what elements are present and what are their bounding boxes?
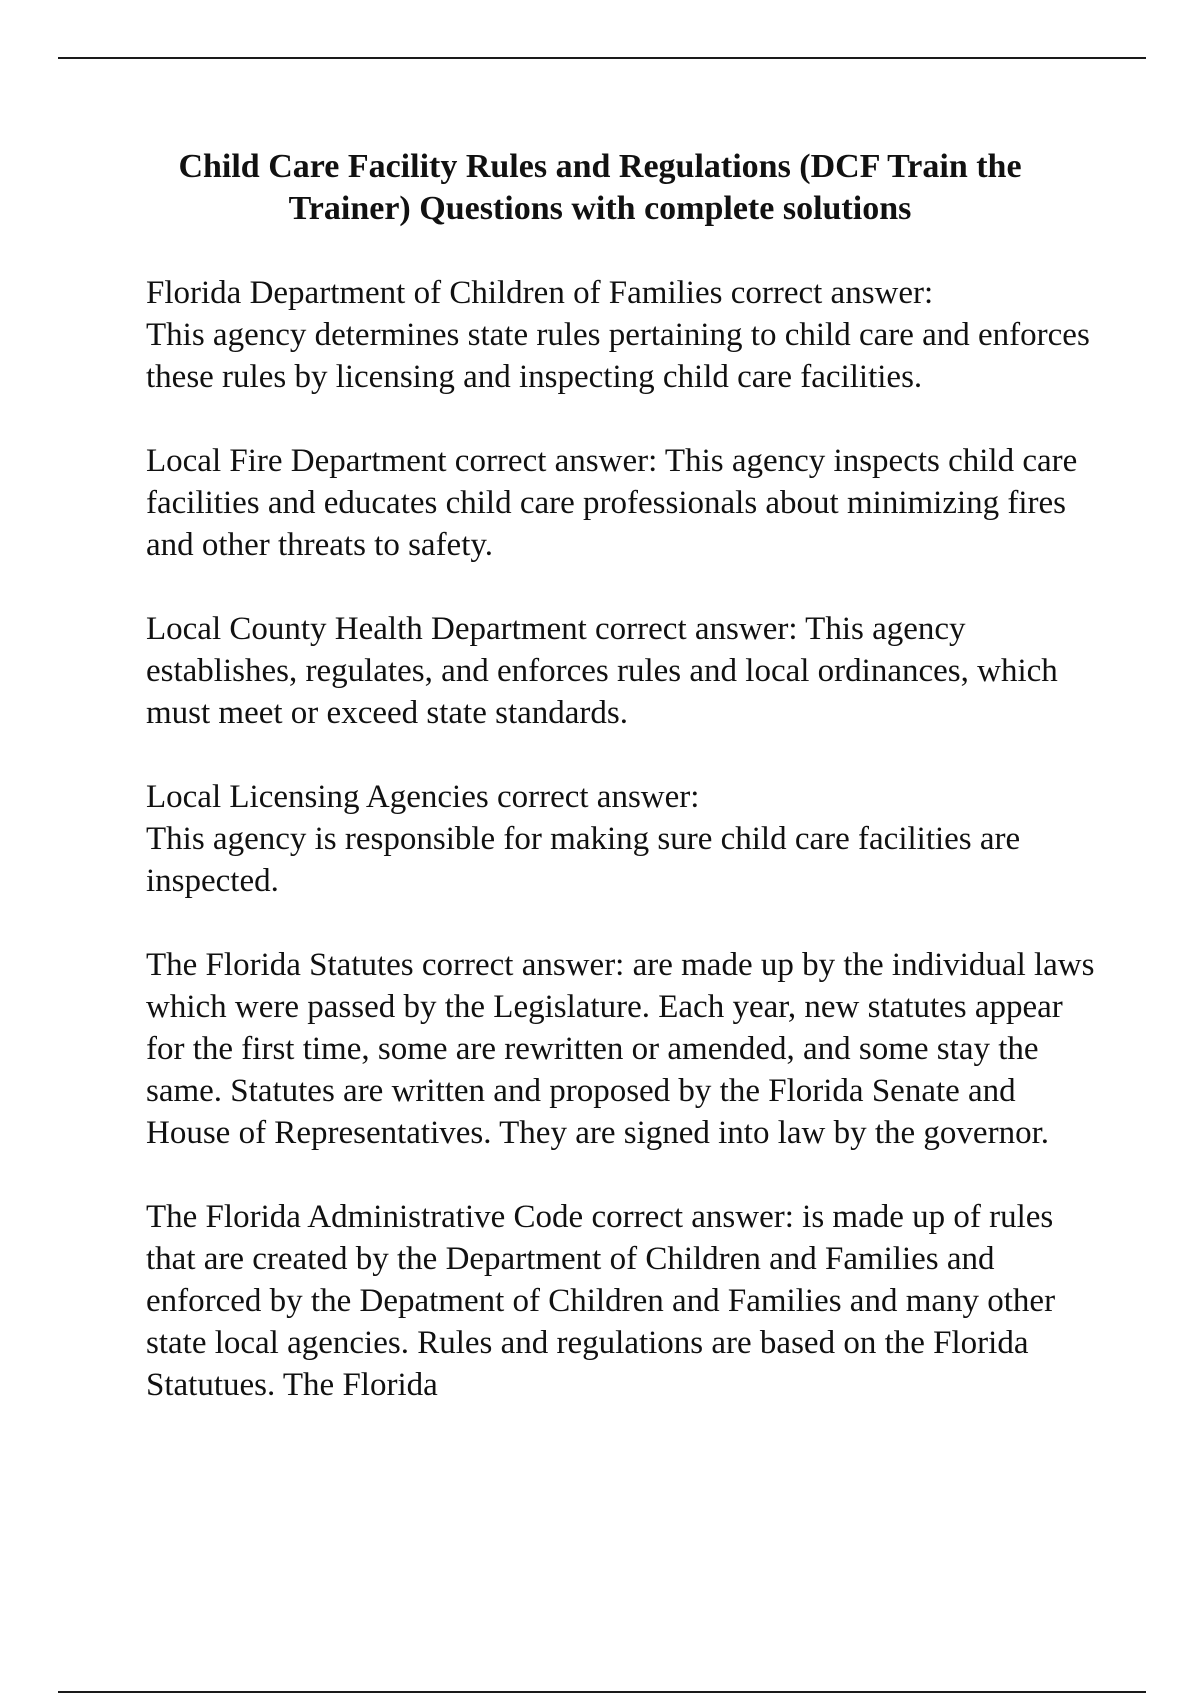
footer-rule xyxy=(58,1691,1146,1693)
qa-entry-fire-department xyxy=(146,440,1106,566)
qa-entry-florida-statutes xyxy=(146,944,1106,1154)
entry-answer-label: correct answer: xyxy=(413,947,633,983)
document-body xyxy=(146,272,1106,1448)
entry-term: Local Licensing Agencies xyxy=(146,779,489,815)
entry-answer-label: correct answer: xyxy=(583,1199,803,1235)
entry-definition: This agency establishes, regulates, and enforces rules and local ordinances, which must meet or exceed state standards. xyxy=(146,611,1058,731)
entry-term: Local Fire Department xyxy=(146,443,447,479)
entry-definition: are made up by the individual laws which were passed by the Legislature. Each year, new statutes appear for the first time, some are rewritten or amended, and some stay the same. Statutes are written and proposed by the Florida Senate and House of Representatives. They are signed into law by the governor. xyxy=(146,947,1095,1151)
qa-entry-dcf xyxy=(146,272,1106,398)
document-title: Child Care Facility Rules and Regulations (DCF Train the Trainer) Questions with complete solutions xyxy=(178,148,1022,227)
entry-answer-label: correct answer: xyxy=(586,611,806,647)
entry-answer-label: correct answer: xyxy=(446,443,665,479)
entry-definition: is made up of rules that are created by the Department of Children and Families and enforced by the Depatment of Children and Families and many other state local agencies. Rules and regulations are based on the Florida Statutues. The Florida xyxy=(146,1199,1056,1403)
entry-answer-label: correct answer: xyxy=(722,275,934,311)
entry-term: The Florida Administrative Code xyxy=(146,1199,584,1235)
qa-entry-licensing-agencies xyxy=(146,776,1106,902)
entry-answer-label: correct answer: xyxy=(488,779,700,815)
qa-entry-administrative-code xyxy=(146,1196,1106,1406)
entry-term: The Florida Statutes xyxy=(146,947,414,983)
entry-definition: This agency inspects child care facilities and educates child care professionals about minimizing fires and other threats to safety. xyxy=(146,443,1078,563)
entry-term: Local County Health Department xyxy=(146,611,587,647)
entry-definition: This agency determines state rules pertaining to child care and enforces these rules by licensing and inspecting child care facilities. xyxy=(146,317,1090,395)
header-rule xyxy=(58,57,1146,59)
qa-entry-health-department xyxy=(146,608,1106,734)
entry-definition: This agency is responsible for making sure child care facilities are inspected. xyxy=(146,821,1021,899)
entry-term: Florida Department of Children of Families xyxy=(146,275,723,311)
